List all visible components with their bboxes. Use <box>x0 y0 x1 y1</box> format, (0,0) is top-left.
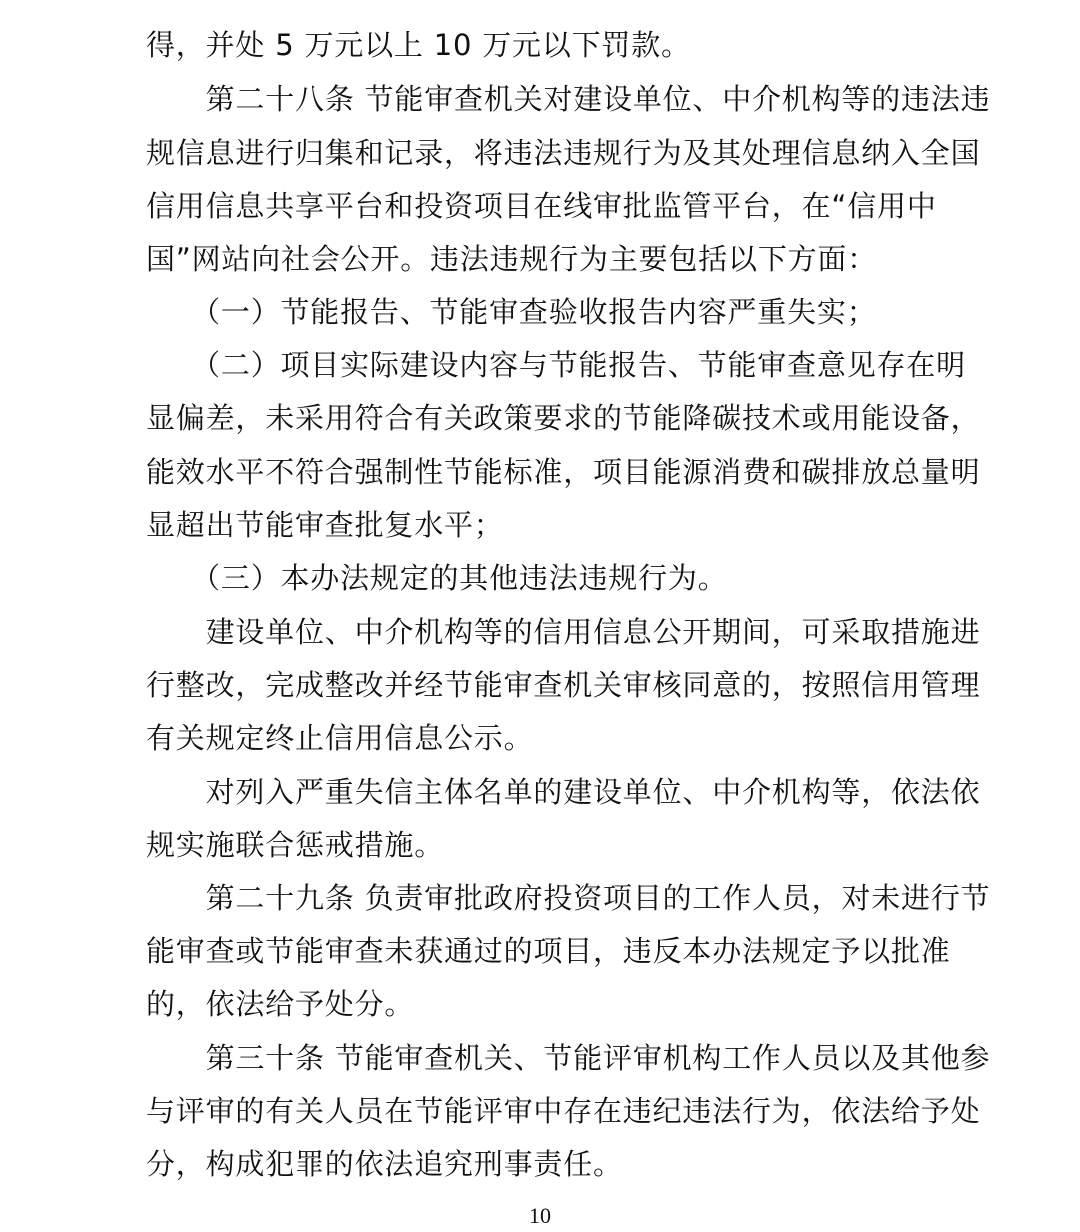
text-line: 规实施联合惩戒措施。 <box>146 828 445 862</box>
text-line: 行整改，完成整改并经节能审查机关审核同意的，按照信用管理 <box>146 668 981 702</box>
text-line: 建设单位、中介机构等的信用信息公开期间，可采取措施进 <box>146 615 981 649</box>
text-line: 与评审的有关人员在节能评审中存在违纪违法行为，依法给予处 <box>146 1094 981 1128</box>
text-line: 分，构成犯罪的依法追究刑事责任。 <box>146 1147 623 1181</box>
text-line: 能效水平不符合强制性节能标准，项目能源消费和碳排放总量明 <box>146 455 981 489</box>
text-line: （二）项目实际建设内容与节能报告、节能审查意见存在明 <box>146 348 966 382</box>
text-line: 对列入严重失信主体名单的建设单位、中介机构等，依法依 <box>146 775 981 809</box>
text-line: （一）节能报告、节能审查验收报告内容严重失实； <box>146 295 877 329</box>
text-line: 第二十八条 节能审查机关对建设单位、中介机构等的违法违 <box>146 82 991 116</box>
text-line: 能审查或节能审查未获通过的项目，违反本办法规定予以批准 <box>146 934 951 968</box>
page-number: 10 <box>529 1203 551 1228</box>
text-line: 得，并处 5 万元以上 10 万元以下罚款。 <box>146 28 691 62</box>
text-line: 第二十九条 负责审批政府投资项目的工作人员，对未进行节 <box>146 881 991 915</box>
text-line: 第三十条 节能审查机关、节能评审机构工作人员以及其他参 <box>146 1041 991 1075</box>
text-line: 的，依法给予处分。 <box>146 987 415 1021</box>
text-line: （三）本办法规定的其他违法违规行为。 <box>146 561 728 595</box>
text-line: 显超出节能审查批复水平； <box>146 508 504 542</box>
text-line: 显偏差，未采用符合有关政策要求的节能降碳技术或用能设备， <box>146 401 981 435</box>
text-line: 规信息进行归集和记录，将违法违规行为及其处理信息纳入全国 <box>146 136 981 170</box>
text-line: 信用信息共享平台和投资项目在线审批监管平台，在“信用中 <box>146 189 937 223</box>
text-line: 国”网站向社会公开。违法违规行为主要包括以下方面： <box>146 242 878 276</box>
text-line: 有关规定终止信用信息公示。 <box>146 721 534 755</box>
